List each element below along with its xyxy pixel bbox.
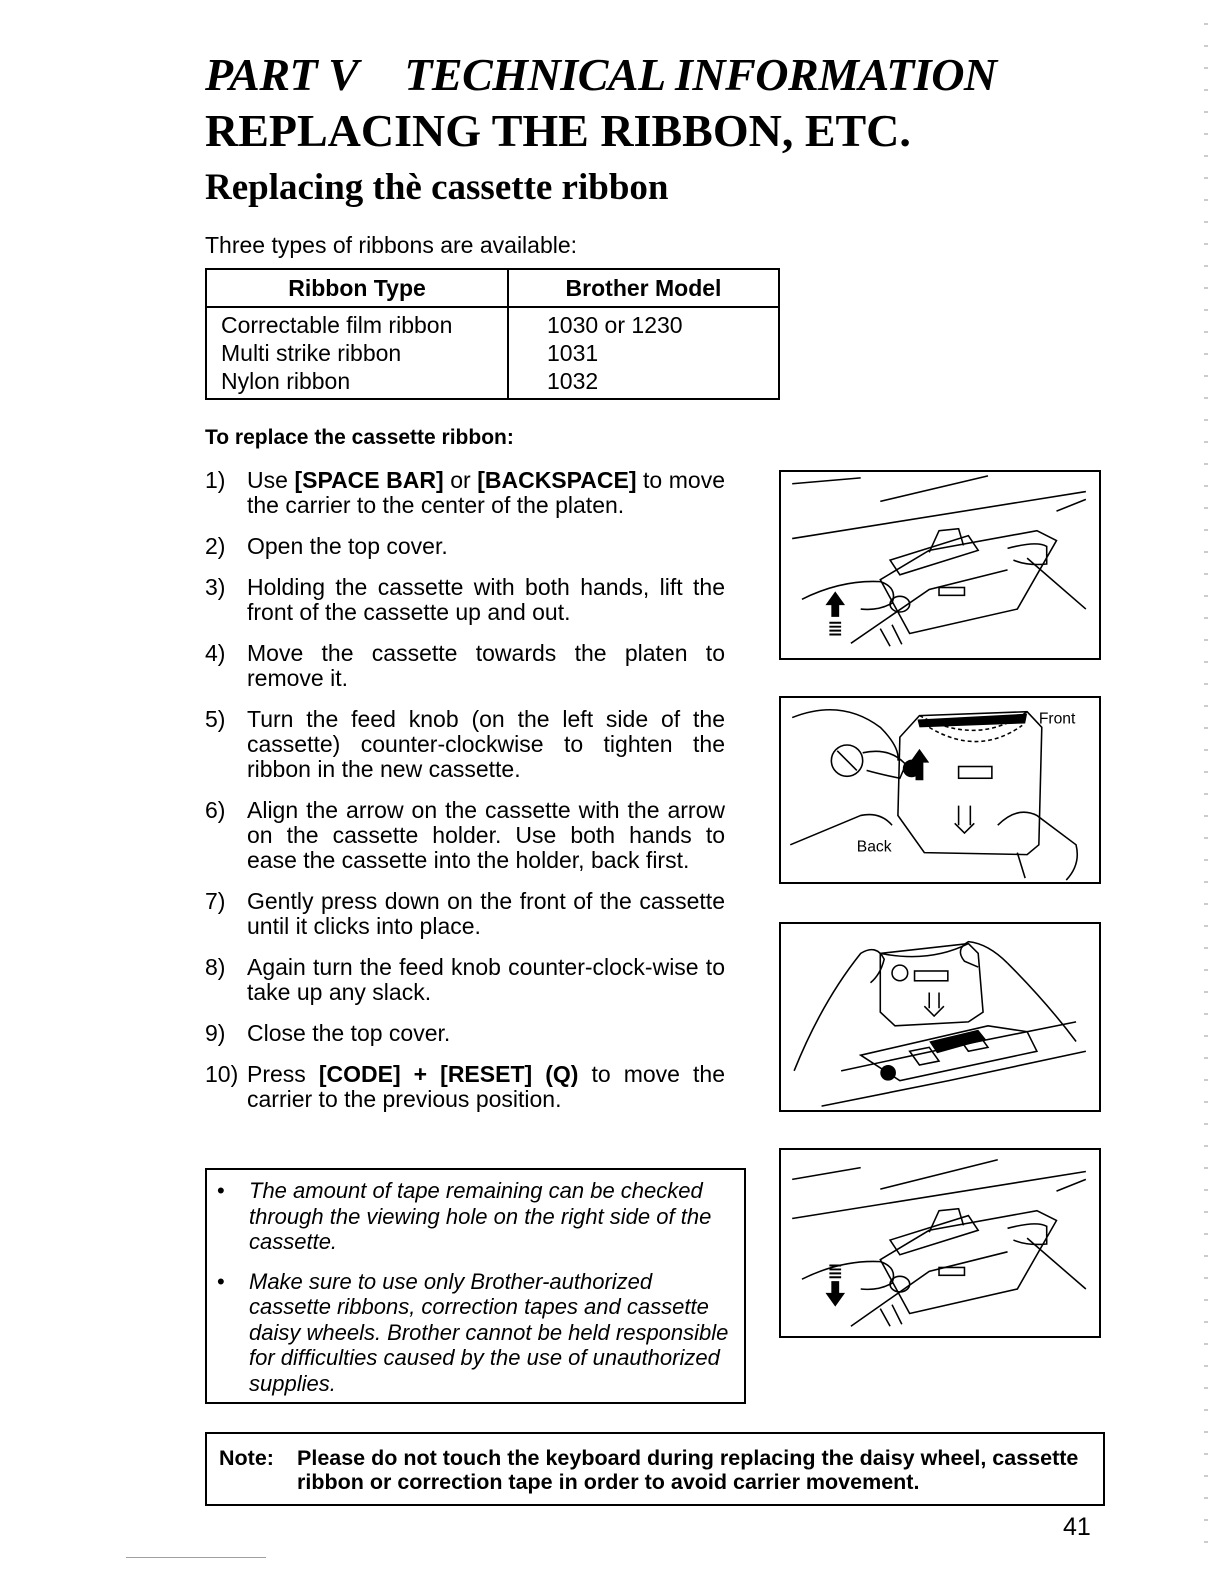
tips-box — [205, 1168, 746, 1404]
arrow-down-icon — [825, 1266, 845, 1307]
model-cell: 1031 — [508, 339, 779, 367]
note-text: Please do not touch the keyboard during replacing the daisy wheel, cassette ribbon or correction tape in order to avoid carrier movement. — [297, 1446, 1079, 1494]
key-name: [BACKSPACE] — [477, 467, 637, 493]
insert-cassette-drawing — [781, 924, 1099, 1110]
illustration-lift-cassette — [779, 470, 1101, 660]
part-title: TECHNICAL INFORMATION — [404, 49, 997, 100]
ribbon-type-cell: Nylon ribbon — [206, 367, 508, 399]
front-label: Front — [1038, 710, 1076, 728]
step-text: Move the cassette towards the platen to remove it. — [247, 640, 725, 691]
step-text: Close the top cover. — [247, 1020, 451, 1046]
step-number: 8) — [205, 954, 226, 980]
note-box — [205, 1432, 1105, 1506]
ribbon-type-cell: Correctable film ribbon — [206, 307, 508, 339]
footer-rule — [126, 1557, 266, 1558]
model-cell: 1032 — [508, 367, 779, 399]
illustration-press-cassette — [779, 1148, 1101, 1338]
illustration-feed-knob — [779, 696, 1101, 884]
step-number: 10) — [205, 1061, 239, 1087]
step-text-part: to move the carrier to the center of the platen. — [247, 467, 725, 518]
step-number: 1) — [205, 467, 226, 493]
press-cassette-drawing — [781, 1150, 1099, 1336]
step-list — [205, 468, 725, 1128]
intro-text: Three types of ribbons are available: — [205, 232, 578, 258]
ribbon-type-cell: Multi strike ribbon — [206, 339, 508, 367]
step-number: 7) — [205, 888, 226, 914]
table-row — [206, 339, 779, 367]
feed-knob-drawing — [781, 698, 1099, 882]
note-line — [219, 1446, 1091, 1494]
step-text — [247, 468, 725, 518]
back-label: Back — [856, 838, 892, 856]
step-number: 6) — [205, 797, 226, 823]
column-header-brother-model: Brother Model — [508, 269, 779, 307]
key-name: [SPACE BAR] — [294, 467, 444, 493]
step-text: Holding the cassette with both hands, lift the front of the cassette up and out. — [247, 574, 725, 625]
arrow-up-icon — [825, 591, 845, 634]
column-header-ribbon-type: Ribbon Type — [206, 269, 508, 307]
step-number: 5) — [205, 706, 226, 732]
step-number: 2) — [205, 533, 226, 559]
step-text: Turn the feed knob (on the left side of the cassette) counter-clockwise to tighten the ribbon in the new cassette. — [247, 706, 725, 782]
section-title: Replacing thè cassette ribbon — [205, 167, 669, 208]
step-number: 9) — [205, 1020, 226, 1046]
step-item — [205, 1062, 725, 1112]
step-item — [205, 1021, 725, 1046]
table-row — [206, 367, 779, 399]
step-text: Align the arrow on the cassette with the arrow on the cassette holder. Use both hands to ease the cassette into the holder, back first. — [247, 797, 725, 873]
model-cell: 1030 or 1230 — [508, 307, 779, 339]
step-text: Open the top cover. — [247, 533, 448, 559]
step-text-part: Press — [247, 1061, 319, 1087]
procedure-heading: To replace the cassette ribbon: — [205, 426, 514, 449]
step-text-part: or — [443, 467, 478, 493]
step-number: 3) — [205, 574, 226, 600]
step-text — [247, 1062, 725, 1112]
bullet-icon: • — [217, 1178, 225, 1203]
bullet-icon: • — [217, 1268, 225, 1294]
step-item — [205, 641, 725, 691]
part-heading — [205, 48, 997, 101]
step-item — [205, 534, 725, 559]
step-item — [205, 889, 725, 939]
list-item — [217, 1178, 732, 1255]
step-text: Gently press down on the front of the cassette until it clicks into place. — [247, 888, 725, 939]
tip-text: Make sure to use only Brother-authorized cassette ribbons, correction tapes and cassette daisy wheels. Brother cannot be held responsible for difficulties caused by the use of unauthorized supplies. — [249, 1268, 729, 1396]
page-title: REPLACING THE RIBBON, ETC. — [205, 105, 911, 156]
ribbon-table — [205, 268, 780, 400]
margin-tick-marks — [1200, 20, 1210, 1560]
step-item — [205, 468, 725, 518]
step-item — [205, 575, 725, 625]
illustration-insert-cassette — [779, 922, 1101, 1112]
table-header-row — [206, 269, 779, 307]
step-text: Again turn the feed knob counter-clock-wise to take up any slack. — [247, 954, 725, 1005]
table-row — [206, 307, 779, 339]
note-label: Note: — [219, 1446, 274, 1470]
list-item — [217, 1269, 732, 1397]
lift-cassette-drawing — [781, 472, 1099, 658]
key-name: [CODE] + [RESET] (Q) — [318, 1061, 579, 1087]
page-number: 41 — [1063, 1513, 1091, 1541]
step-text-part: Use — [247, 467, 295, 493]
step-item — [205, 798, 725, 873]
part-number: PART V — [205, 49, 359, 100]
step-item — [205, 707, 725, 782]
step-number: 4) — [205, 640, 226, 666]
step-item — [205, 955, 725, 1005]
step-text-part: to move the carrier to the previous position. — [247, 1061, 725, 1112]
tip-text: The amount of tape remaining can be checked through the viewing hole on the right side of the cassette. — [249, 1178, 712, 1254]
